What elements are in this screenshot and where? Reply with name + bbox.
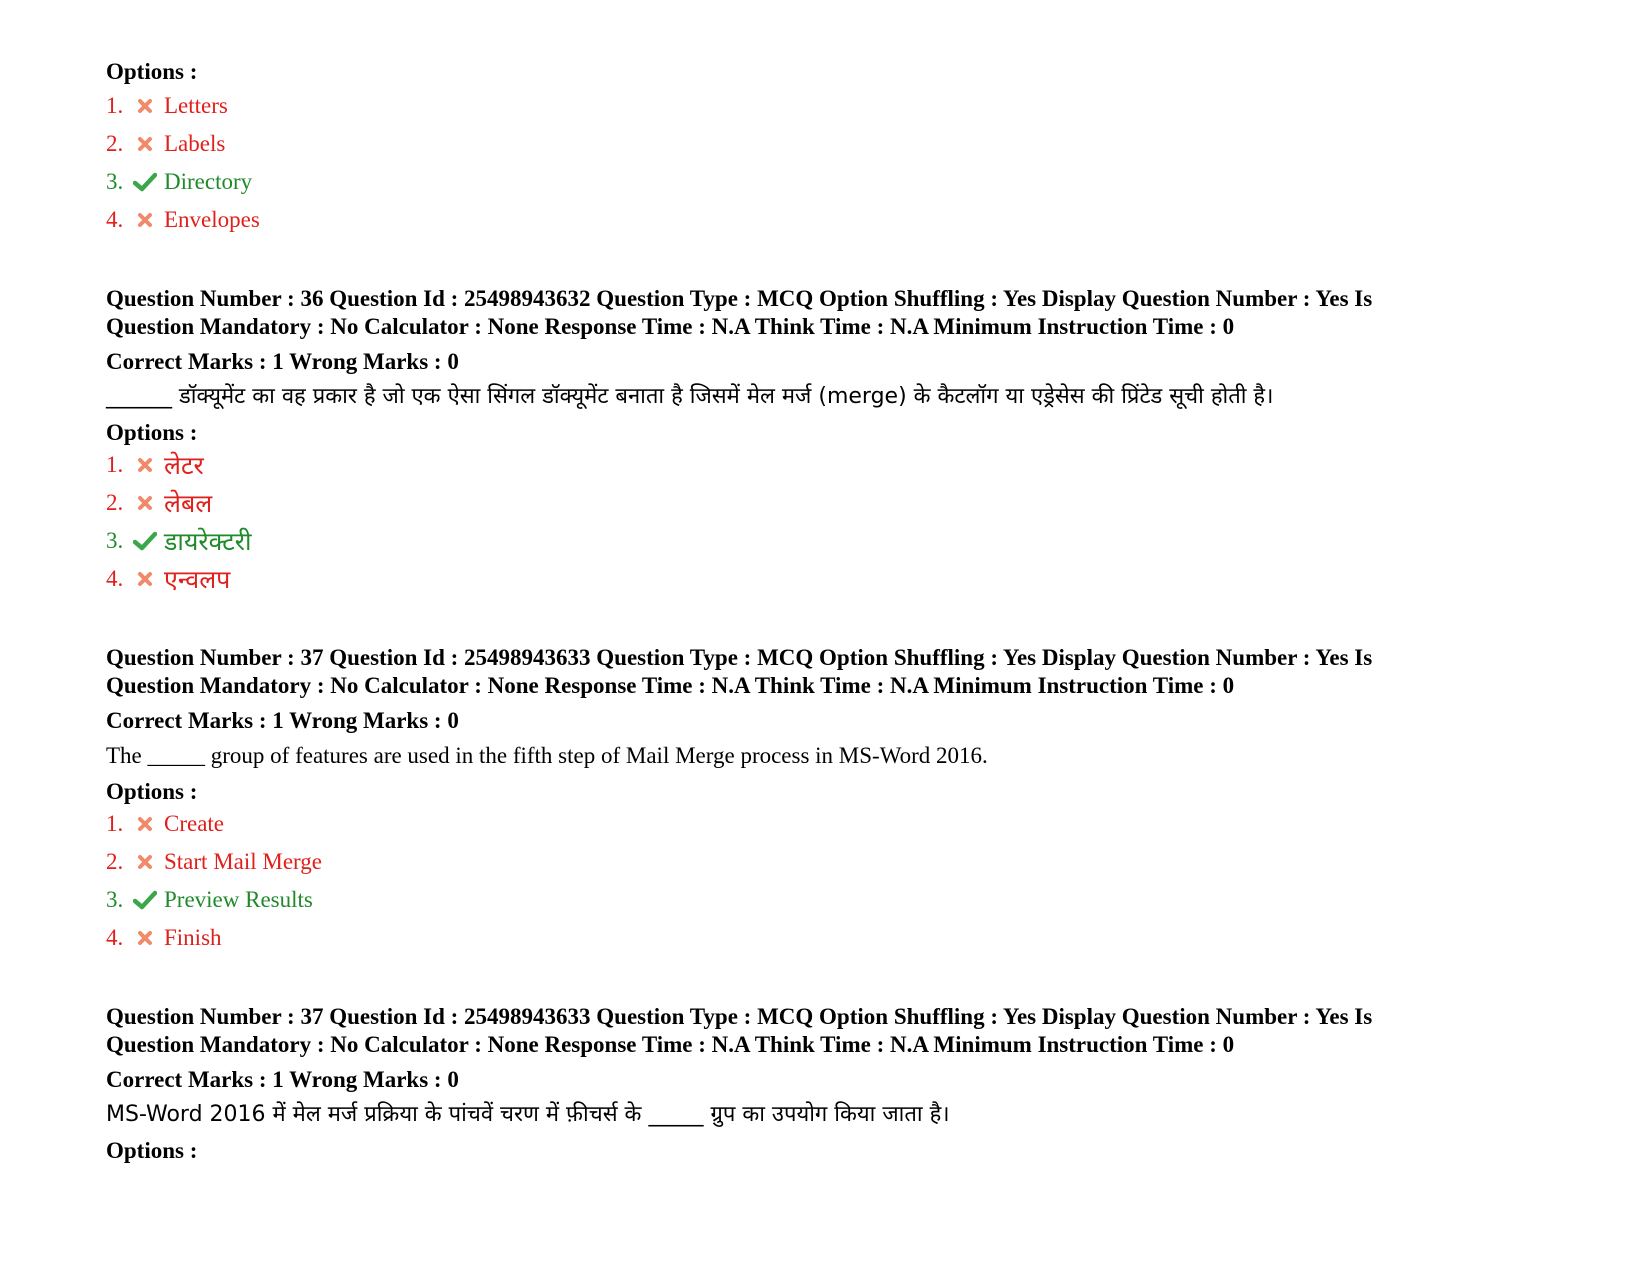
question-block (106, 1003, 1606, 1164)
option-text: Create (164, 811, 225, 836)
option-text: लेटर (164, 451, 204, 480)
options-list (106, 87, 1606, 239)
option-item (106, 560, 1606, 598)
option-item (106, 163, 1606, 201)
option-item (106, 201, 1606, 239)
option-item (106, 522, 1606, 560)
question-meta-line: Question Mandatory : No Calculator : None Response Time : N.A Think Time : N.A Minimum Instruction Time : 0 (106, 673, 1235, 698)
option-text: Finish (164, 925, 222, 950)
options-label: Options : (106, 420, 198, 445)
marks-line: Correct Marks : 1 Wrong Marks : 0 (106, 349, 459, 374)
option-item (106, 805, 1606, 843)
cross-icon (130, 850, 160, 874)
top-options-block (106, 58, 1606, 239)
option-text: Directory (164, 169, 253, 194)
option-number: 4. (106, 566, 124, 591)
cross-icon (130, 208, 160, 232)
option-item (106, 125, 1606, 163)
check-icon (130, 529, 160, 553)
question-block (106, 285, 1606, 598)
check-icon (130, 170, 160, 194)
question-text: ______ डॉक्यूमेंट का वह प्रकार है जो एक ऐसा सिंगल डॉक्यूमेंट बनाता है जिसमें मेल मर्ज (merge) के कैटलॉग या एड्रेसेस की प्रिंटेड सूची होती है। (106, 384, 1274, 409)
options-list (106, 805, 1606, 957)
option-text: Letters (164, 93, 228, 118)
cross-icon (130, 132, 160, 156)
option-number: 2. (106, 131, 124, 156)
question-meta-line: Question Mandatory : No Calculator : None Response Time : N.A Think Time : N.A Minimum Instruction Time : 0 (106, 1032, 1235, 1057)
marks-line: Correct Marks : 1 Wrong Marks : 0 (106, 1067, 459, 1092)
question-block (106, 644, 1606, 957)
option-number: 1. (106, 811, 124, 836)
question-text: MS-Word 2016 में मेल मर्ज प्रक्रिया के पांचवें चरण में फ़ीचर्स के _____ ग्रुप का उपयोग किया जाता है। (106, 1102, 950, 1127)
option-item (106, 843, 1606, 881)
option-item (106, 484, 1606, 522)
option-text: Labels (164, 131, 226, 156)
cross-icon (130, 94, 160, 118)
option-text: एन्वलप (164, 565, 231, 594)
option-text: Start Mail Merge (164, 849, 322, 874)
cross-icon (130, 812, 160, 836)
options-list (106, 446, 1606, 598)
question-meta-line: Question Mandatory : No Calculator : None Response Time : N.A Think Time : N.A Minimum Instruction Time : 0 (106, 314, 1235, 339)
option-number: 3. (106, 887, 124, 912)
option-text: Preview Results (164, 887, 313, 912)
question-meta-line: Question Number : 36 Question Id : 25498943632 Question Type : MCQ Option Shuffling : Yes Display Question Number : Yes Is (106, 286, 1373, 311)
option-number: 1. (106, 452, 124, 477)
cross-icon (130, 491, 160, 515)
option-item (106, 87, 1606, 125)
option-number: 2. (106, 490, 124, 515)
option-number: 2. (106, 849, 124, 874)
option-number: 4. (106, 925, 124, 950)
option-text: डायरेक्टरी (164, 527, 252, 556)
option-text: लेबल (164, 489, 213, 518)
option-item (106, 919, 1606, 957)
cross-icon (130, 926, 160, 950)
option-text: Envelopes (164, 207, 260, 232)
options-label: Options : (106, 1138, 198, 1163)
question-paper-page (106, 58, 1606, 1164)
option-number: 3. (106, 169, 124, 194)
options-label: Options : (106, 779, 198, 804)
question-text: The _____ group of features are used in the fifth step of Mail Merge process in MS-Word 2016. (106, 743, 988, 768)
option-number: 4. (106, 207, 124, 232)
question-meta-line: Question Number : 37 Question Id : 25498943633 Question Type : MCQ Option Shuffling : Yes Display Question Number : Yes Is (106, 1004, 1373, 1029)
marks-line: Correct Marks : 1 Wrong Marks : 0 (106, 708, 459, 733)
check-icon (130, 888, 160, 912)
option-item (106, 881, 1606, 919)
option-number: 1. (106, 93, 124, 118)
cross-icon (130, 567, 160, 591)
option-item (106, 446, 1606, 484)
option-number: 3. (106, 528, 124, 553)
options-label: Options : (106, 59, 198, 84)
cross-icon (130, 453, 160, 477)
question-meta-line: Question Number : 37 Question Id : 25498943633 Question Type : MCQ Option Shuffling : Yes Display Question Number : Yes Is (106, 645, 1373, 670)
